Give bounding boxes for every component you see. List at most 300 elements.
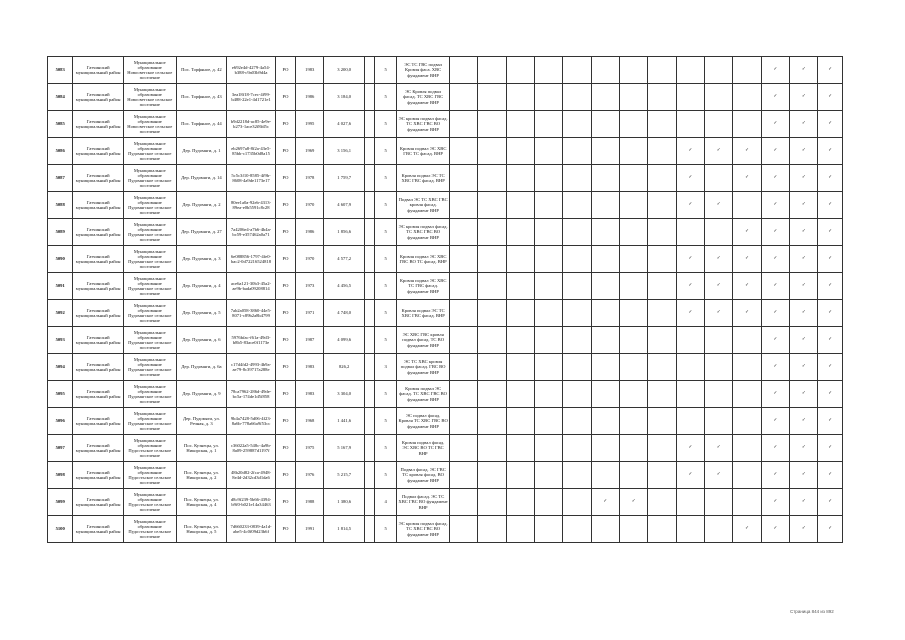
row-number: 5100	[48, 516, 73, 543]
checkmark-icon: ✓	[716, 283, 721, 289]
work-check-cell	[506, 327, 534, 354]
table-row	[48, 273, 843, 300]
work-check-cell	[591, 84, 619, 111]
work-check-cell	[478, 408, 506, 435]
work-check-cell	[506, 192, 534, 219]
checkmark-icon: ✓	[688, 256, 693, 262]
settlement-cell: Муниципальное образование Пудомягское сельское поселение	[123, 354, 176, 381]
address-cell: Пос. Торфяное, д. 44	[176, 111, 227, 138]
work-check-cell	[506, 273, 534, 300]
work-check-cell	[818, 300, 843, 327]
work-check-cell	[449, 300, 477, 327]
checkmark-icon: ✓	[773, 499, 778, 505]
spacer-cell	[364, 354, 374, 381]
work-check-cell	[449, 273, 477, 300]
work-check-cell	[818, 516, 843, 543]
work-check-cell	[535, 84, 563, 111]
work-check-cell	[620, 408, 648, 435]
checkmark-icon: ✓	[828, 337, 833, 343]
address-cell: Пос. Кузнецы, ул. Никорская, д. 1	[176, 435, 227, 462]
area-cell: 4 748,0	[324, 300, 365, 327]
guid-cell: c17d4fd2-4993-4b9a-ae79-8c39717a288e	[227, 354, 276, 381]
work-check-cell	[733, 111, 761, 138]
work-check-cell	[733, 381, 761, 408]
floors-cell: 5	[375, 516, 397, 543]
floors-cell: 5	[375, 462, 397, 489]
work-check-cell	[535, 138, 563, 165]
settlement-cell: Муниципальное образование Пудомягское сельское поселение	[123, 300, 176, 327]
works-list-cell: Кровля подвал ЭС ХВС ТС ГВС фасад. фундамент ВНР	[397, 273, 450, 300]
area-cell: 4 027,6	[324, 111, 365, 138]
work-check-cell	[563, 273, 591, 300]
work-check-cell	[761, 354, 789, 381]
work-check-cell	[506, 300, 534, 327]
checkmark-icon: ✓	[716, 148, 721, 154]
district-cell: Гатчинский муниципальный район	[73, 516, 124, 543]
work-check-cell	[676, 273, 704, 300]
settlement-cell: Муниципальное образование Пудостьское сельское поселение	[123, 462, 176, 489]
wall-material-cell: РО	[275, 273, 295, 300]
register-rows	[48, 57, 843, 543]
work-check-cell	[676, 327, 704, 354]
work-check-cell	[535, 57, 563, 84]
work-check-cell	[563, 219, 591, 246]
work-check-cell	[818, 165, 843, 192]
work-check-cell	[761, 273, 789, 300]
row-number: 5085	[48, 111, 73, 138]
guid-cell: 78ca7962-286d-49de-bc5a-174de1d5f858	[227, 381, 276, 408]
work-check-cell	[818, 381, 843, 408]
address-cell: Пос. Торфяное, д. 43	[176, 84, 227, 111]
checkmark-icon: ✓	[801, 121, 806, 127]
work-check-cell	[705, 57, 733, 84]
year-cell: 1987	[296, 327, 324, 354]
settlement-cell: Муниципальное образование Пудомягское сельское поселение	[123, 327, 176, 354]
work-check-cell	[506, 435, 534, 462]
work-check-cell	[761, 84, 789, 111]
settlement-cell: Муниципальное образование Пудомягское сельское поселение	[123, 165, 176, 192]
work-check-cell	[449, 516, 477, 543]
checkmark-icon: ✓	[801, 94, 806, 100]
checkmark-icon: ✓	[828, 445, 833, 451]
checkmark-icon: ✓	[773, 94, 778, 100]
floors-cell: 5	[375, 138, 397, 165]
work-check-cell	[563, 435, 591, 462]
work-check-cell	[563, 192, 591, 219]
work-check-cell	[620, 462, 648, 489]
work-check-cell	[705, 381, 733, 408]
checkmark-icon: ✓	[688, 283, 693, 289]
work-check-cell	[818, 138, 843, 165]
district-cell: Гатчинский муниципальный район	[73, 489, 124, 516]
guid-cell: e692e4d-4279-4a54-b388-c9a03b9d4a	[227, 57, 276, 84]
works-list-cell: Кровля подвал ЭС ТС ХВС ГВС фасад. ВНР	[397, 300, 450, 327]
district-cell: Гатчинский муниципальный район	[73, 246, 124, 273]
year-cell: 1969	[296, 138, 324, 165]
work-check-cell	[535, 462, 563, 489]
work-check-cell	[478, 111, 506, 138]
work-check-cell	[705, 408, 733, 435]
wall-material-cell: РО	[275, 246, 295, 273]
work-check-cell	[790, 246, 818, 273]
work-check-cell	[648, 273, 676, 300]
work-check-cell	[591, 138, 619, 165]
work-check-cell	[733, 273, 761, 300]
work-check-cell	[790, 489, 818, 516]
year-cell: 1986	[296, 84, 324, 111]
work-check-cell	[506, 516, 534, 543]
checkmark-icon: ✓	[801, 175, 806, 181]
area-cell: 3 156,1	[324, 138, 365, 165]
work-check-cell	[733, 354, 761, 381]
area-cell: 1 380,6	[324, 489, 365, 516]
wall-material-cell: РО	[275, 165, 295, 192]
page-footer: Страница 844 из 892	[790, 609, 834, 614]
checkmark-icon: ✓	[801, 67, 806, 73]
year-cell: 1986	[296, 219, 324, 246]
checkmark-icon: ✓	[631, 499, 636, 505]
work-check-cell	[705, 354, 733, 381]
work-check-cell	[761, 165, 789, 192]
work-check-cell	[591, 489, 619, 516]
table-row	[48, 489, 843, 516]
work-check-cell	[705, 165, 733, 192]
work-check-cell	[705, 192, 733, 219]
checkmark-icon: ✓	[773, 148, 778, 154]
work-check-cell	[761, 327, 789, 354]
work-check-cell	[478, 354, 506, 381]
work-check-cell	[733, 489, 761, 516]
checkmark-icon: ✓	[828, 229, 833, 235]
work-check-cell	[761, 408, 789, 435]
checkmark-icon: ✓	[801, 472, 806, 478]
address-cell: Дер. Пудомяги, д. 2	[176, 192, 227, 219]
district-cell: Гатчинский муниципальный район	[73, 435, 124, 462]
work-check-cell	[535, 192, 563, 219]
spacer-cell	[364, 57, 374, 84]
work-check-cell	[563, 57, 591, 84]
work-check-cell	[648, 408, 676, 435]
work-check-cell	[449, 192, 477, 219]
row-number: 5089	[48, 219, 73, 246]
work-check-cell	[478, 462, 506, 489]
district-cell: Гатчинский муниципальный район	[73, 57, 124, 84]
spacer-cell	[364, 111, 374, 138]
spacer-cell	[364, 192, 374, 219]
work-check-cell	[591, 435, 619, 462]
works-list-cell: ЭС кровля подвал фасад. ТС ХВС ГВС ВО фундамент ВНР	[397, 111, 450, 138]
checkmark-icon: ✓	[828, 283, 833, 289]
work-check-cell	[506, 84, 534, 111]
work-check-cell	[676, 111, 704, 138]
work-check-cell	[648, 489, 676, 516]
work-check-cell	[620, 165, 648, 192]
work-check-cell	[449, 138, 477, 165]
area-cell: 826,2	[324, 354, 365, 381]
work-check-cell	[449, 165, 477, 192]
works-list-cell: Кровля подвал ЭС ХВС ГВС ТС фасад. ВНР	[397, 138, 450, 165]
work-check-cell	[676, 300, 704, 327]
year-cell: 1973	[296, 273, 324, 300]
checkmark-icon: ✓	[801, 148, 806, 154]
work-check-cell	[648, 84, 676, 111]
work-check-cell	[478, 84, 506, 111]
floors-cell: 5	[375, 246, 397, 273]
floors-cell: 5	[375, 111, 397, 138]
work-check-cell	[620, 219, 648, 246]
work-check-cell	[620, 273, 648, 300]
wall-material-cell: РО	[275, 354, 295, 381]
floors-cell: 5	[375, 327, 397, 354]
spacer-cell	[364, 381, 374, 408]
work-check-cell	[676, 489, 704, 516]
checkmark-icon: ✓	[828, 310, 833, 316]
works-list-cell: ЭС кровля подвал фасад. ТС ХВС ГВС ВО фундамент ВНР	[397, 219, 450, 246]
checkmark-icon: ✓	[745, 175, 749, 181]
work-check-cell	[790, 219, 818, 246]
row-number: 5095	[48, 381, 73, 408]
work-check-cell	[705, 111, 733, 138]
work-check-cell	[705, 138, 733, 165]
work-check-cell	[648, 435, 676, 462]
work-check-cell	[790, 165, 818, 192]
area-cell: 4 577,2	[324, 246, 365, 273]
address-cell: Дер. Пудомяги, д. 14	[176, 165, 227, 192]
row-number: 5086	[48, 138, 73, 165]
floors-cell: 5	[375, 192, 397, 219]
address-cell: Дер. Пудомяги, д. 9	[176, 381, 227, 408]
work-check-cell	[761, 138, 789, 165]
checkmark-icon: ✓	[801, 310, 806, 316]
work-check-cell	[478, 192, 506, 219]
year-cell: 1988	[296, 489, 324, 516]
address-cell: Дер. Пудомяги, ул. Речная, д. 3	[176, 408, 227, 435]
work-check-cell	[648, 111, 676, 138]
work-check-cell	[449, 246, 477, 273]
year-cell: 1995	[296, 111, 324, 138]
year-cell: 1983	[296, 381, 324, 408]
checkmark-icon: ✓	[828, 391, 833, 397]
checkmark-icon: ✓	[773, 121, 778, 127]
checkmark-icon: ✓	[688, 472, 693, 478]
work-check-cell	[648, 300, 676, 327]
work-check-cell	[620, 354, 648, 381]
wall-material-cell: РО	[275, 300, 295, 327]
work-check-cell	[676, 246, 704, 273]
works-list-cell: ЭС кровля подвал фасад. ТС ХВС ГВС ВО фундамент ВНР	[397, 516, 450, 543]
work-check-cell	[818, 435, 843, 462]
works-list-cell: Подвал фасад. ЭС ГВС ТС кровля фасад. ВО фундамент ВНР	[397, 462, 450, 489]
work-check-cell	[648, 462, 676, 489]
work-check-cell	[563, 300, 591, 327]
area-cell: 4 607,9	[324, 192, 365, 219]
spacer-cell	[364, 489, 374, 516]
checkmark-icon: ✓	[828, 148, 833, 154]
work-check-cell	[620, 246, 648, 273]
work-check-cell	[506, 246, 534, 273]
checkmark-icon: ✓	[828, 121, 833, 127]
work-check-cell	[818, 219, 843, 246]
checkmark-icon: ✓	[745, 148, 749, 154]
work-check-cell	[818, 246, 843, 273]
work-check-cell	[506, 57, 534, 84]
work-check-cell	[620, 435, 648, 462]
floors-cell: 3	[375, 354, 397, 381]
row-number: 5094	[48, 354, 73, 381]
guid-cell: 48b20d82-2fca-4948-8e4d-2d32cd3d1da6	[227, 462, 276, 489]
wall-material-cell: РО	[275, 327, 295, 354]
work-check-cell	[449, 462, 477, 489]
work-check-cell	[535, 111, 563, 138]
work-check-cell	[705, 300, 733, 327]
works-list-cell: Кровля подвал ЭС фасад. ТС ХВС ГВС ВО фундамент ВНР	[397, 381, 450, 408]
work-check-cell	[733, 300, 761, 327]
work-check-cell	[478, 489, 506, 516]
work-check-cell	[563, 138, 591, 165]
wall-material-cell: РО	[275, 138, 295, 165]
area-cell: 3 200,0	[324, 57, 365, 84]
settlement-cell: Муниципальное образование Пудостьское сельское поселение	[123, 435, 176, 462]
year-cell: 1976	[296, 462, 324, 489]
wall-material-cell: РО	[275, 219, 295, 246]
work-check-cell	[620, 57, 648, 84]
work-check-cell	[591, 165, 619, 192]
work-check-cell	[818, 84, 843, 111]
checkmark-icon: ✓	[828, 526, 833, 532]
row-number: 5096	[48, 408, 73, 435]
work-check-cell	[733, 219, 761, 246]
address-cell: Дер. Пудомяги, д. 6а	[176, 354, 227, 381]
work-check-cell	[790, 381, 818, 408]
guid-cell: 7ab2a058-3860-44e5-8071-c89b2a8b4799	[227, 300, 276, 327]
work-check-cell	[620, 489, 648, 516]
work-check-cell	[761, 111, 789, 138]
work-check-cell	[648, 246, 676, 273]
work-check-cell	[733, 516, 761, 543]
work-check-cell	[478, 327, 506, 354]
checkmark-icon: ✓	[773, 202, 778, 208]
work-check-cell	[563, 246, 591, 273]
address-cell: Дер. Пудомяги, д. 4	[176, 273, 227, 300]
year-cell: 1991	[296, 516, 324, 543]
floors-cell: 4	[375, 489, 397, 516]
area-cell: 5 215,7	[324, 462, 365, 489]
work-check-cell	[761, 516, 789, 543]
table-row	[48, 192, 843, 219]
spacer-cell	[364, 246, 374, 273]
district-cell: Гатчинский муниципальный район	[73, 138, 124, 165]
spacer-cell	[364, 462, 374, 489]
spacer-cell	[364, 516, 374, 543]
works-list-cell: Кровля подвал ЭС ХВС ГВС ВО ТС фасад. ВНР	[397, 246, 450, 273]
table-row	[48, 219, 843, 246]
work-check-cell	[818, 57, 843, 84]
district-cell: Гатчинский муниципальный район	[73, 381, 124, 408]
row-number: 5093	[48, 327, 73, 354]
works-list-cell: ЭС Кровля подвал фасад. ТС ХВС ГВС фундамент ВНР	[397, 84, 450, 111]
table-row	[48, 327, 843, 354]
work-check-cell	[790, 273, 818, 300]
wall-material-cell: РО	[275, 408, 295, 435]
work-check-cell	[591, 111, 619, 138]
table-row	[48, 435, 843, 462]
table-row	[48, 462, 843, 489]
year-cell: 1983	[296, 57, 324, 84]
checkmark-icon: ✓	[716, 472, 721, 478]
works-list-cell: Кровля подвал ЭС ТС ХВС ГВС фасад. ВНР	[397, 165, 450, 192]
checkmark-icon: ✓	[773, 526, 778, 532]
work-check-cell	[449, 57, 477, 84]
row-number: 5098	[48, 462, 73, 489]
work-check-cell	[648, 381, 676, 408]
year-cell: 1978	[296, 165, 324, 192]
work-check-cell	[506, 462, 534, 489]
table-row	[48, 84, 843, 111]
table-row	[48, 246, 843, 273]
work-check-cell	[705, 246, 733, 273]
work-check-cell	[733, 165, 761, 192]
checkmark-icon: ✓	[828, 94, 833, 100]
work-check-cell	[449, 84, 477, 111]
guid-cell: 5976bfac-f61a-49d3-b8b5-83ace0f1173e	[227, 327, 276, 354]
area-cell: 4 099,6	[324, 327, 365, 354]
row-number: 5091	[48, 273, 73, 300]
checkmark-icon: ✓	[773, 445, 778, 451]
checkmark-icon: ✓	[801, 499, 806, 505]
work-check-cell	[790, 57, 818, 84]
address-cell: Пос. Кузнецы, ул. Никорская, д. 4	[176, 489, 227, 516]
guid-cell: 7d660233-0839-4a1d-abe5-4c0f09d23b6f	[227, 516, 276, 543]
area-cell: 3 304,0	[324, 381, 365, 408]
work-check-cell	[790, 192, 818, 219]
year-cell: 1975	[296, 435, 324, 462]
work-check-cell	[620, 84, 648, 111]
table-row	[48, 381, 843, 408]
work-check-cell	[535, 354, 563, 381]
district-cell: Гатчинский муниципальный район	[73, 111, 124, 138]
work-check-cell	[761, 462, 789, 489]
work-check-cell	[535, 489, 563, 516]
works-list-cell: ЭС подвал фасад. Кровля ТС ХВС ГВС ВО фундамент ВНР	[397, 408, 450, 435]
work-check-cell	[620, 327, 648, 354]
settlement-cell: Муниципальное образование Пудомягское сельское поселение	[123, 219, 176, 246]
district-cell: Гатчинский муниципальный район	[73, 192, 124, 219]
checkmark-icon: ✓	[603, 499, 608, 505]
work-check-cell	[676, 84, 704, 111]
wall-material-cell: РО	[275, 489, 295, 516]
work-check-cell	[449, 435, 477, 462]
work-check-cell	[676, 192, 704, 219]
works-list-cell: Подвал фасад. ЭС ТС ХВС ГВС ВО фундамент ВНР	[397, 489, 450, 516]
checkmark-icon: ✓	[773, 391, 778, 397]
checkmark-icon: ✓	[801, 337, 806, 343]
work-check-cell	[790, 111, 818, 138]
checkmark-icon: ✓	[828, 499, 833, 505]
work-check-cell	[761, 381, 789, 408]
checkmark-icon: ✓	[828, 175, 833, 181]
wall-material-cell: РО	[275, 381, 295, 408]
wall-material-cell: РО	[275, 462, 295, 489]
district-cell: Гатчинский муниципальный район	[73, 327, 124, 354]
floors-cell: 5	[375, 84, 397, 111]
work-check-cell	[733, 327, 761, 354]
floors-cell: 5	[375, 219, 397, 246]
checkmark-icon: ✓	[688, 445, 693, 451]
work-check-cell	[449, 354, 477, 381]
area-cell: 1 856,6	[324, 219, 365, 246]
table-row	[48, 57, 843, 84]
checkmark-icon: ✓	[716, 202, 721, 208]
